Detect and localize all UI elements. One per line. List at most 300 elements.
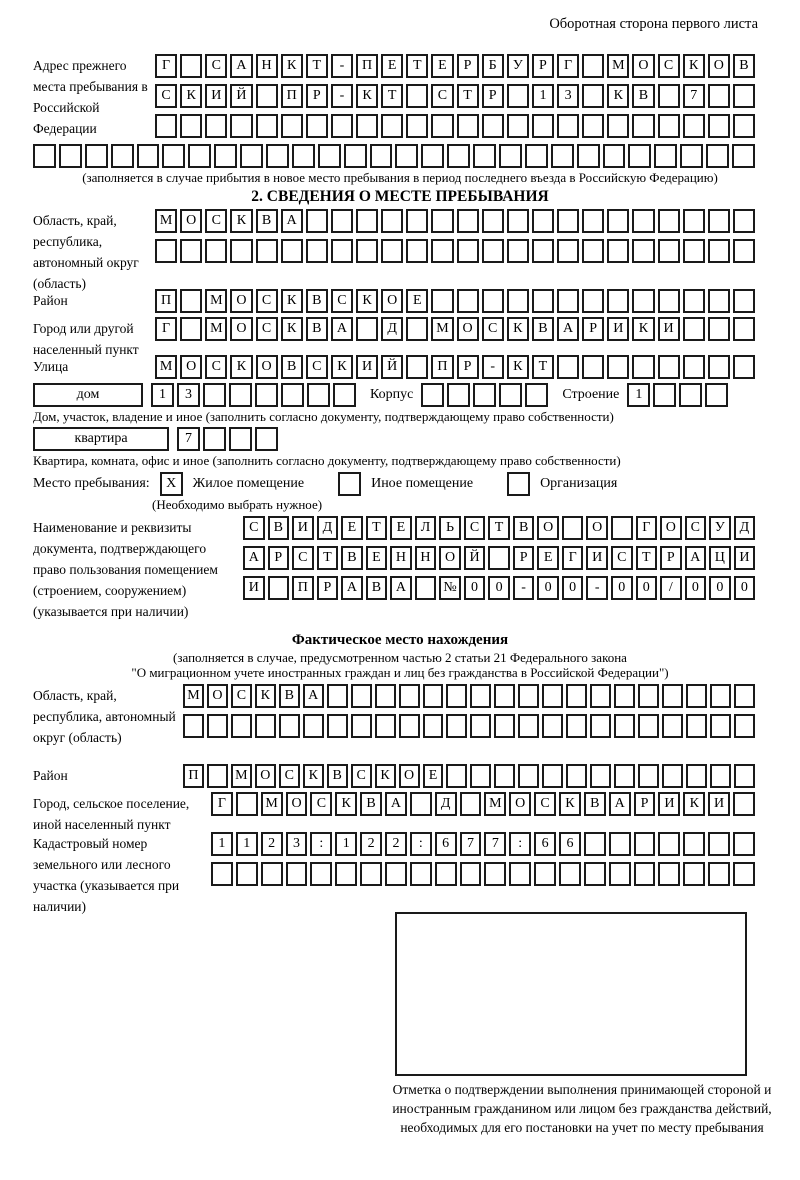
char-box: В: [532, 317, 554, 341]
field-region: [33, 209, 755, 291]
char-box: [335, 862, 357, 886]
char-box: 1: [335, 832, 357, 856]
char-box: [525, 383, 548, 407]
char-box: С: [205, 54, 227, 78]
char-box: [607, 239, 629, 263]
char-box: О: [708, 54, 730, 78]
char-box: [534, 862, 556, 886]
char-box: [421, 383, 444, 407]
char-box: №: [439, 576, 461, 600]
char-box: М: [205, 317, 227, 341]
char-row: [211, 832, 755, 856]
char-box: [708, 832, 730, 856]
char-box: Е: [431, 54, 453, 78]
char-box: О: [509, 792, 531, 816]
char-box: И: [586, 546, 608, 570]
char-box: К: [281, 289, 303, 313]
char-box: [268, 576, 290, 600]
char-box: [542, 714, 563, 738]
char-box: 0: [709, 576, 731, 600]
char-box: [662, 714, 683, 738]
char-box: Н: [415, 546, 437, 570]
char-box: О: [537, 516, 559, 540]
char-box: Е: [406, 289, 428, 313]
char-box: В: [306, 289, 328, 313]
char-box: К: [356, 84, 378, 108]
char-box: [658, 289, 680, 313]
char-box: С: [331, 289, 353, 313]
option-residential-label: Жилое помещение: [192, 476, 305, 491]
char-box: [683, 355, 705, 379]
korpus-label: Корпус: [370, 387, 414, 402]
char-box: :: [410, 832, 432, 856]
char-box: У: [507, 54, 529, 78]
char-box: [582, 84, 604, 108]
char-box: В: [360, 792, 382, 816]
char-box: [518, 684, 539, 708]
char-box: О: [256, 355, 278, 379]
char-box: [710, 764, 731, 788]
char-box: [406, 317, 428, 341]
char-box: О: [660, 516, 682, 540]
char-box: Т: [381, 84, 403, 108]
char-box: [708, 84, 730, 108]
char-box: [318, 144, 341, 168]
char-box: [446, 714, 467, 738]
char-row: [155, 209, 755, 233]
char-box: [632, 114, 654, 138]
previous-address-label: Адрес прежнего места пребывания в Российской Федерации: [33, 58, 148, 136]
char-box: Г: [211, 792, 233, 816]
char-box: [733, 792, 755, 816]
char-row: [243, 516, 755, 540]
char-box: [327, 714, 348, 738]
char-box: [532, 289, 554, 313]
char-box: К: [303, 764, 324, 788]
char-box: В: [632, 84, 654, 108]
char-box: В: [281, 355, 303, 379]
char-box: П: [292, 576, 314, 600]
char-box: М: [231, 764, 252, 788]
char-box: [557, 239, 579, 263]
city-label: Город или другой населенный пункт: [33, 321, 139, 357]
char-box: 6: [559, 832, 581, 856]
char-box: С: [256, 289, 278, 313]
char-box: 0: [611, 576, 633, 600]
char-box: А: [609, 792, 631, 816]
char-box: [423, 684, 444, 708]
char-box: 3: [177, 383, 200, 407]
char-box: Й: [230, 84, 252, 108]
char-box: [566, 714, 587, 738]
char-box: Е: [537, 546, 559, 570]
char-box: [256, 239, 278, 263]
char-box: [211, 862, 233, 886]
char-box: О: [399, 764, 420, 788]
char-box: [281, 114, 303, 138]
city-actual-label: Город, сельское поселение, иной населенный пункт: [33, 796, 190, 832]
option-organization-label: Организация: [540, 476, 618, 491]
char-box: [653, 383, 676, 407]
char-box: [582, 209, 604, 233]
char-box: С: [205, 209, 227, 233]
char-box: 7: [177, 427, 200, 451]
char-box: [423, 714, 444, 738]
char-box: [732, 144, 755, 168]
char-box: [59, 144, 82, 168]
char-box: [551, 144, 574, 168]
char-box: [482, 114, 504, 138]
char-row: [183, 714, 755, 738]
char-box: У: [709, 516, 731, 540]
char-box: М: [607, 54, 629, 78]
char-box: [582, 289, 604, 313]
char-box: [360, 862, 382, 886]
char-box: [628, 144, 651, 168]
previous-address-rows: [155, 54, 755, 138]
char-box: [686, 684, 707, 708]
char-box: [638, 684, 659, 708]
char-box: [410, 862, 432, 886]
char-box: Т: [488, 516, 510, 540]
char-box: [733, 862, 755, 886]
house-note: Дом, участок, владение и иное (заполнить согласно документу, подтверждающему право собственности): [33, 409, 614, 424]
char-box: [733, 239, 755, 263]
char-box: Р: [634, 792, 656, 816]
char-box: [708, 862, 730, 886]
field-city-actual: [33, 792, 755, 830]
char-box: П: [155, 289, 177, 313]
char-box: О: [180, 355, 202, 379]
char-box: [507, 114, 529, 138]
char-box: [499, 383, 522, 407]
char-box: [518, 714, 539, 738]
checkbox-residential: X: [160, 472, 183, 496]
char-box: [708, 239, 730, 263]
char-box: [705, 383, 728, 407]
char-box: [733, 317, 755, 341]
char-box: 0: [734, 576, 756, 600]
char-box: Н: [390, 546, 412, 570]
char-box: [473, 383, 496, 407]
char-box: [111, 144, 134, 168]
char-box: [255, 714, 276, 738]
char-box: И: [734, 546, 756, 570]
char-box: [446, 764, 467, 788]
char-box: [470, 764, 491, 788]
char-box: [180, 317, 202, 341]
char-box: О: [286, 792, 308, 816]
char-box: [559, 862, 581, 886]
char-box: К: [230, 209, 252, 233]
char-box: О: [381, 289, 403, 313]
apartment-cells: [177, 427, 278, 451]
char-box: Т: [457, 84, 479, 108]
char-box: А: [385, 792, 407, 816]
char-box: [180, 289, 202, 313]
char-box: [205, 239, 227, 263]
char-box: М: [155, 355, 177, 379]
section2-title: 2. СВЕДЕНИЯ О МЕСТЕ ПРЕБЫВАНИЯ: [251, 188, 549, 205]
char-box: [557, 114, 579, 138]
char-box: [155, 239, 177, 263]
char-box: [566, 764, 587, 788]
char-box: [509, 862, 531, 886]
char-box: Ь: [439, 516, 461, 540]
char-box: [494, 684, 515, 708]
char-box: [255, 383, 278, 407]
char-box: [632, 239, 654, 263]
char-row: [155, 289, 755, 313]
char-box: 1: [532, 84, 554, 108]
char-box: Т: [317, 546, 339, 570]
char-box: [494, 764, 515, 788]
char-box: 2: [360, 832, 382, 856]
char-box: Р: [513, 546, 535, 570]
char-box: [431, 114, 453, 138]
char-box: [708, 355, 730, 379]
page-side-note: Оборотная сторона первого листа: [549, 16, 758, 32]
char-box: [431, 209, 453, 233]
char-box: [375, 714, 396, 738]
char-box: [155, 114, 177, 138]
char-box: 0: [636, 576, 658, 600]
char-box: [214, 144, 237, 168]
char-box: К: [356, 289, 378, 313]
char-box: П: [183, 764, 204, 788]
char-box: [733, 84, 755, 108]
char-box: А: [557, 317, 579, 341]
char-box: [557, 289, 579, 313]
char-box: [634, 862, 656, 886]
char-box: К: [281, 54, 303, 78]
char-box: [457, 289, 479, 313]
char-box: 2: [385, 832, 407, 856]
char-box: К: [683, 54, 705, 78]
char-box: [292, 144, 315, 168]
char-box: М: [183, 684, 204, 708]
char-box: [507, 84, 529, 108]
char-box: 1: [211, 832, 233, 856]
char-box: В: [366, 576, 388, 600]
char-box: [240, 144, 263, 168]
char-box: [734, 684, 755, 708]
field-previous-address: [33, 54, 755, 138]
street-label: Улица: [33, 359, 69, 374]
char-box: Е: [381, 54, 403, 78]
char-box: [686, 764, 707, 788]
char-box: [207, 764, 228, 788]
char-box: М: [431, 317, 453, 341]
char-box: П: [281, 84, 303, 108]
char-box: [415, 576, 437, 600]
char-row: [155, 54, 755, 78]
char-box: К: [331, 355, 353, 379]
char-box: [683, 832, 705, 856]
house-box-label: дом: [33, 383, 143, 407]
char-box: [542, 764, 563, 788]
char-box: И: [708, 792, 730, 816]
field-district: [33, 289, 755, 313]
char-box: [638, 764, 659, 788]
char-box: [658, 862, 680, 886]
char-box: [518, 764, 539, 788]
char-box: [395, 144, 418, 168]
char-box: А: [331, 317, 353, 341]
field-city: [33, 317, 755, 355]
char-box: С: [231, 684, 252, 708]
char-box: [607, 114, 629, 138]
char-box: Р: [532, 54, 554, 78]
char-box: К: [281, 317, 303, 341]
char-box: [327, 684, 348, 708]
char-box: В: [733, 54, 755, 78]
char-box: [708, 317, 730, 341]
char-box: К: [180, 84, 202, 108]
char-box: С: [482, 317, 504, 341]
char-box: [542, 684, 563, 708]
section3-note-line1: (заполняется в случае, предусмотренном частью 2 статьи 21 Федерального закона: [173, 650, 627, 665]
char-box: [658, 114, 680, 138]
char-box: Ц: [709, 546, 731, 570]
char-box: [344, 144, 367, 168]
char-box: И: [658, 317, 680, 341]
char-box: [375, 684, 396, 708]
char-box: [331, 114, 353, 138]
char-box: [381, 209, 403, 233]
char-box: [488, 546, 510, 570]
char-box: О: [230, 289, 252, 313]
char-box: [607, 289, 629, 313]
char-box: [406, 209, 428, 233]
char-box: [708, 209, 730, 233]
char-box: [370, 144, 393, 168]
char-box: [494, 714, 515, 738]
char-box: [683, 114, 705, 138]
char-box: Р: [660, 546, 682, 570]
char-box: [381, 114, 403, 138]
char-box: [266, 144, 289, 168]
char-box: [447, 383, 470, 407]
house-row: [33, 383, 755, 407]
char-box: [683, 862, 705, 886]
char-box: Е: [423, 764, 444, 788]
char-box: С: [611, 546, 633, 570]
char-box: [484, 862, 506, 886]
char-box: [431, 289, 453, 313]
char-box: Д: [317, 516, 339, 540]
char-box: [421, 144, 444, 168]
char-box: О: [207, 684, 228, 708]
char-box: [710, 714, 731, 738]
char-box: [306, 114, 328, 138]
char-box: [654, 144, 677, 168]
char-box: [614, 714, 635, 738]
char-box: [482, 289, 504, 313]
char-box: 6: [435, 832, 457, 856]
char-box: П: [431, 355, 453, 379]
char-box: Г: [155, 317, 177, 341]
char-box: [460, 862, 482, 886]
document-label: Наименование и реквизиты документа, подтверждающего право пользования помещением (строением, сооружением) (указывается при наличии): [33, 520, 218, 619]
char-box: [658, 209, 680, 233]
char-box: С: [243, 516, 265, 540]
char-box: [733, 289, 755, 313]
char-box: [582, 54, 604, 78]
char-box: Л: [415, 516, 437, 540]
apartment-note: Квартира, комната, офис и иное (заполнить согласно документу, подтверждающему право собственности): [33, 453, 621, 468]
char-box: Р: [306, 84, 328, 108]
char-box: [230, 239, 252, 263]
char-box: О: [632, 54, 654, 78]
char-box: [281, 383, 304, 407]
char-box: [261, 862, 283, 886]
char-row: [155, 317, 755, 341]
char-box: Р: [457, 54, 479, 78]
char-box: С: [279, 764, 300, 788]
char-box: [410, 792, 432, 816]
field-document: [33, 516, 755, 628]
char-box: В: [268, 516, 290, 540]
char-box: [203, 383, 226, 407]
char-box: Г: [155, 54, 177, 78]
char-box: А: [685, 546, 707, 570]
char-box: [399, 684, 420, 708]
char-box: [229, 383, 252, 407]
char-box: В: [256, 209, 278, 233]
char-box: [658, 84, 680, 108]
char-box: [162, 144, 185, 168]
char-box: [632, 355, 654, 379]
char-box: [470, 684, 491, 708]
char-box: [406, 114, 428, 138]
char-box: Р: [268, 546, 290, 570]
char-box: А: [341, 576, 363, 600]
char-box: В: [341, 546, 363, 570]
char-box: [236, 792, 258, 816]
char-box: 7: [460, 832, 482, 856]
char-box: [607, 355, 629, 379]
char-box: [85, 144, 108, 168]
char-box: Т: [532, 355, 554, 379]
char-box: С: [464, 516, 486, 540]
char-box: Р: [317, 576, 339, 600]
char-box: [590, 764, 611, 788]
char-box: [381, 239, 403, 263]
char-box: Т: [306, 54, 328, 78]
char-box: [683, 289, 705, 313]
char-box: В: [306, 317, 328, 341]
char-row: [155, 114, 755, 138]
char-box: [435, 862, 457, 886]
char-box: [614, 684, 635, 708]
char-box: [734, 714, 755, 738]
char-box: [207, 714, 228, 738]
stay-type-label: Место пребывания:: [33, 476, 150, 491]
char-box: О: [586, 516, 608, 540]
char-box: [183, 714, 204, 738]
char-box: [230, 114, 252, 138]
char-box: [680, 144, 703, 168]
char-box: С: [155, 84, 177, 108]
field-cadastral: [33, 832, 755, 914]
apartment-box-label: квартира: [33, 427, 169, 451]
char-box: [708, 114, 730, 138]
char-box: С: [431, 84, 453, 108]
checkbox-other-premises: [338, 472, 361, 496]
district-label: Район: [33, 293, 68, 308]
char-box: [566, 684, 587, 708]
